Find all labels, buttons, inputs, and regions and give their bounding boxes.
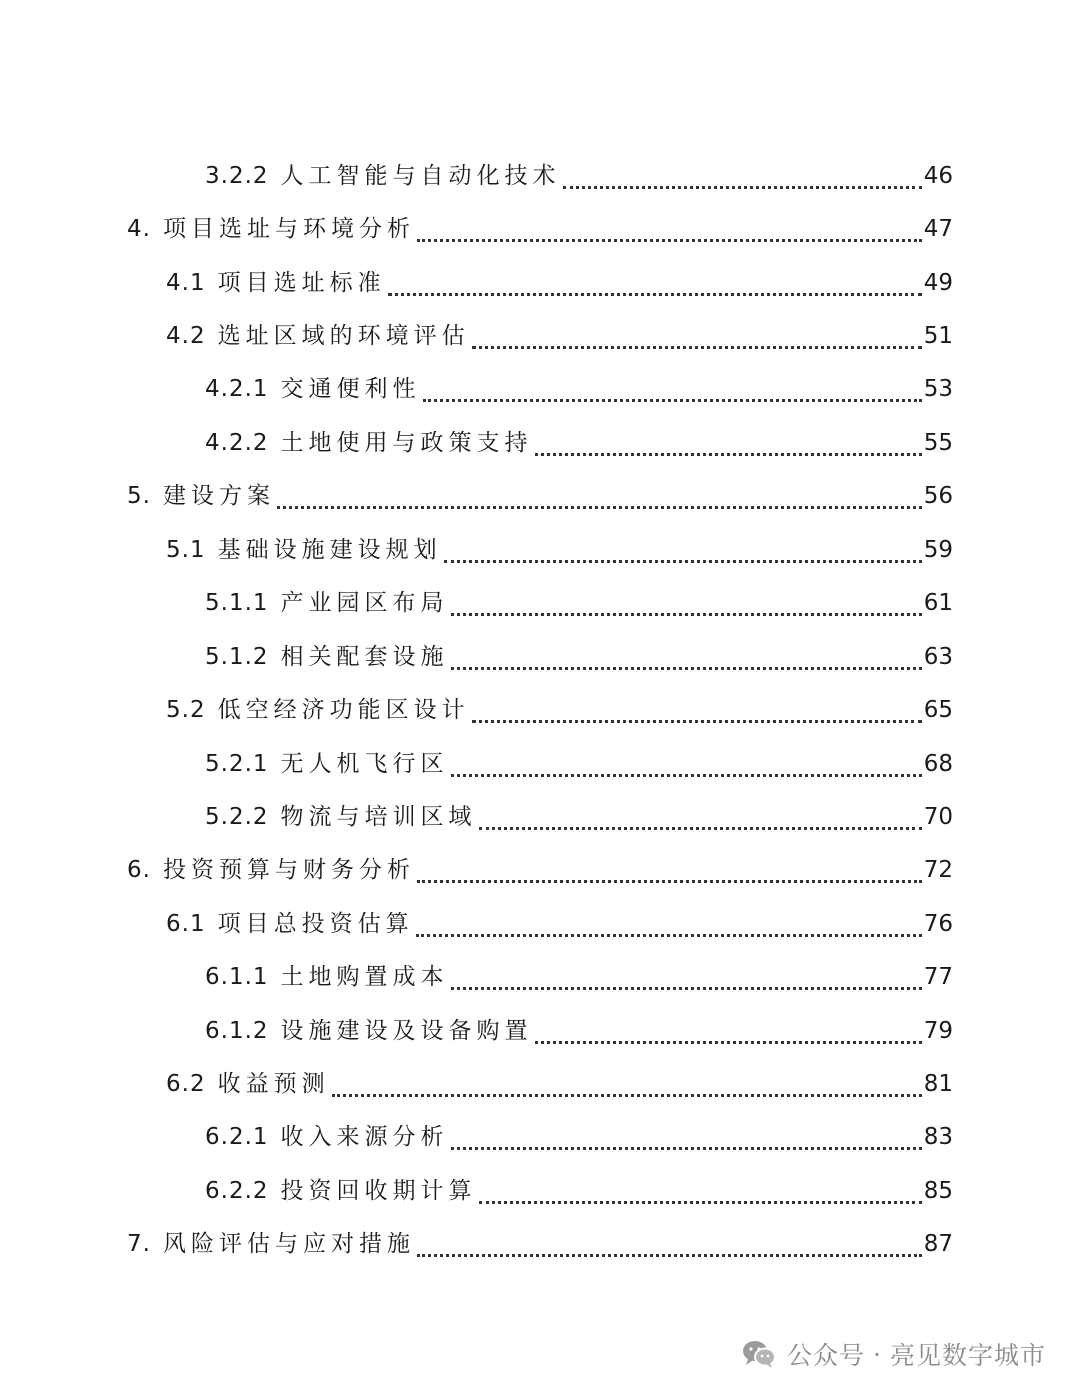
toc-entry-5-1-2[interactable] bbox=[205, 637, 953, 677]
dot-leader bbox=[451, 1139, 922, 1150]
toc-entry-5-1-1[interactable] bbox=[205, 583, 953, 623]
toc-entry-page: 81 bbox=[923, 1071, 953, 1097]
toc-entry-7[interactable] bbox=[127, 1224, 953, 1264]
toc-entry-number: 6.2.2 bbox=[205, 1178, 269, 1204]
toc-entry-number: 6.1.1 bbox=[205, 964, 269, 990]
dot-leader bbox=[444, 552, 922, 563]
dot-leader bbox=[277, 498, 922, 509]
toc-entry-number: 4.2.1 bbox=[205, 376, 269, 402]
dot-leader bbox=[388, 285, 922, 296]
toc-entry-number: 5.1 bbox=[166, 537, 206, 563]
toc-entry-title: 土地使用与政策支持 bbox=[280, 430, 533, 456]
toc-entry-title: 风险评估与应对措施 bbox=[162, 1231, 415, 1257]
toc-entry-title: 投资回收期计算 bbox=[280, 1178, 477, 1204]
toc-entry-number: 5. bbox=[127, 483, 151, 509]
dot-leader bbox=[332, 1086, 922, 1097]
toc-entry-title: 交通便利性 bbox=[280, 376, 421, 402]
toc-entry-page: 65 bbox=[923, 697, 953, 723]
toc-entry-title: 低空经济功能区设计 bbox=[217, 697, 470, 723]
dot-leader bbox=[472, 338, 922, 349]
toc-entry-number: 5.2 bbox=[166, 697, 206, 723]
toc-entry-6-2[interactable] bbox=[166, 1064, 953, 1104]
toc-entry-4[interactable] bbox=[127, 209, 953, 249]
toc-entry-5[interactable] bbox=[127, 476, 953, 516]
toc-entry-number: 4.2 bbox=[166, 323, 206, 349]
toc-entry-page: 85 bbox=[923, 1178, 953, 1204]
watermark-separator: · bbox=[873, 1339, 882, 1369]
toc-entry-6-1-1[interactable] bbox=[205, 957, 953, 997]
dot-leader bbox=[451, 659, 922, 670]
toc-entry-title: 产业园区布局 bbox=[280, 590, 449, 616]
toc-entry-page: 68 bbox=[923, 751, 953, 777]
toc-entry-page: 63 bbox=[923, 644, 953, 670]
toc-entry-6[interactable] bbox=[127, 850, 953, 890]
dot-leader bbox=[417, 872, 922, 883]
dot-leader bbox=[416, 926, 922, 937]
toc-entry-title: 项目选址标准 bbox=[217, 270, 386, 296]
toc-entry-number: 5.2.1 bbox=[205, 751, 269, 777]
watermark bbox=[741, 1336, 1046, 1372]
toc-entry-page: 55 bbox=[923, 430, 953, 456]
toc-entry-title: 选址区域的环境评估 bbox=[217, 323, 470, 349]
dot-leader bbox=[535, 1033, 922, 1044]
toc-entry-page: 53 bbox=[923, 376, 953, 402]
toc-entry-page: 72 bbox=[923, 857, 953, 883]
toc-entry-3-2-2[interactable] bbox=[205, 156, 953, 196]
toc-entry-4-2-1[interactable] bbox=[205, 369, 953, 409]
toc-entry-page: 51 bbox=[923, 323, 953, 349]
toc-entry-page: 70 bbox=[923, 804, 953, 830]
toc-entry-6-2-1[interactable] bbox=[205, 1117, 953, 1157]
toc-entry-number: 6.2.1 bbox=[205, 1124, 269, 1150]
toc-entry-number: 4. bbox=[127, 216, 151, 242]
toc-entry-6-2-2[interactable] bbox=[205, 1171, 953, 1211]
dot-leader bbox=[451, 605, 922, 616]
toc-entry-title: 收益预测 bbox=[217, 1071, 330, 1097]
toc-entry-5-1[interactable] bbox=[166, 530, 953, 570]
dot-leader bbox=[479, 1193, 922, 1204]
toc-entry-page: 46 bbox=[923, 163, 953, 189]
toc-entry-title: 基础设施建设规划 bbox=[217, 537, 442, 563]
toc-entry-page: 79 bbox=[923, 1018, 953, 1044]
toc-entry-6-1[interactable] bbox=[166, 904, 953, 944]
toc-entry-page: 59 bbox=[923, 537, 953, 563]
toc-entry-number: 7. bbox=[127, 1231, 151, 1257]
dot-leader bbox=[479, 819, 922, 830]
toc-entry-page: 77 bbox=[923, 964, 953, 990]
toc-entry-title: 土地购置成本 bbox=[280, 964, 449, 990]
toc-entry-number: 5.2.2 bbox=[205, 804, 269, 830]
toc-entry-page: 83 bbox=[923, 1124, 953, 1150]
dot-leader bbox=[417, 231, 922, 242]
wechat-icon bbox=[741, 1339, 777, 1369]
toc-entry-title: 收入来源分析 bbox=[280, 1124, 449, 1150]
toc-entry-5-2[interactable] bbox=[166, 690, 953, 730]
toc-entry-page: 56 bbox=[923, 483, 953, 509]
toc-entry-number: 6.1.2 bbox=[205, 1018, 269, 1044]
toc-entry-6-1-2[interactable] bbox=[205, 1011, 953, 1051]
toc-entry-title: 投资预算与财务分析 bbox=[162, 857, 415, 883]
toc-entry-page: 49 bbox=[923, 270, 953, 296]
toc-entry-title: 项目选址与环境分析 bbox=[162, 216, 415, 242]
toc-entry-page: 76 bbox=[923, 911, 953, 937]
toc-entry-number: 6.2 bbox=[166, 1071, 206, 1097]
toc-entry-number: 4.1 bbox=[166, 270, 206, 296]
toc-entry-number: 5.1.1 bbox=[205, 590, 269, 616]
watermark-account-name: 亮见数字城市 bbox=[889, 1341, 1046, 1370]
toc-entry-5-2-2[interactable] bbox=[205, 797, 953, 837]
toc-entry-4-2[interactable] bbox=[166, 316, 953, 356]
toc-entry-number: 6. bbox=[127, 857, 151, 883]
toc-entry-title: 无人机飞行区 bbox=[280, 751, 449, 777]
dot-leader bbox=[451, 766, 922, 777]
toc-entry-page: 61 bbox=[923, 590, 953, 616]
toc-entry-page: 47 bbox=[923, 216, 953, 242]
toc-entry-4-1[interactable] bbox=[166, 263, 953, 303]
toc-entry-title: 设施建设及设备购置 bbox=[280, 1018, 533, 1044]
toc-entry-number: 5.1.2 bbox=[205, 644, 269, 670]
dot-leader bbox=[472, 712, 922, 723]
toc-entry-number: 3.2.2 bbox=[205, 163, 269, 189]
toc-entry-4-2-2[interactable] bbox=[205, 423, 953, 463]
dot-leader bbox=[423, 391, 922, 402]
watermark-label: 公众号 bbox=[787, 1341, 866, 1370]
dot-leader bbox=[535, 445, 922, 456]
dot-leader bbox=[563, 178, 922, 189]
toc-entry-title: 物流与培训区域 bbox=[280, 804, 477, 830]
toc-entry-5-2-1[interactable] bbox=[205, 744, 953, 784]
toc-entry-title: 相关配套设施 bbox=[280, 644, 449, 670]
toc-entry-title: 人工智能与自动化技术 bbox=[280, 163, 561, 189]
toc-entry-number: 4.2.2 bbox=[205, 430, 269, 456]
toc-entry-number: 6.1 bbox=[166, 911, 206, 937]
toc-entry-title: 项目总投资估算 bbox=[217, 911, 414, 937]
dot-leader bbox=[451, 979, 922, 990]
dot-leader bbox=[417, 1246, 922, 1257]
toc-entry-title: 建设方案 bbox=[162, 483, 275, 509]
toc-entry-page: 87 bbox=[923, 1231, 953, 1257]
